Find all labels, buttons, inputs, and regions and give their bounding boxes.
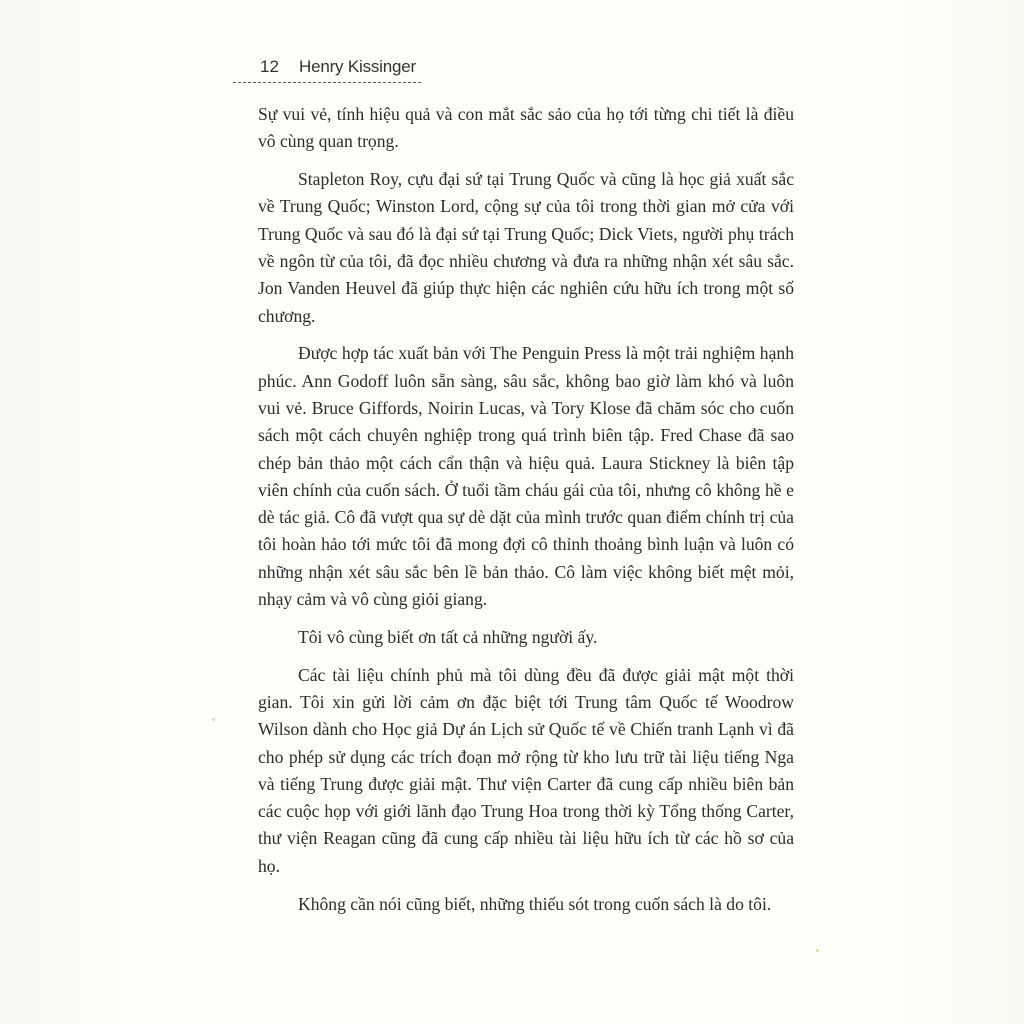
paragraph-gratitude: Tôi vô cùng biết ơn tất cả những người ấy. (298, 626, 598, 647)
paragraph-documents: Các tài liệu chính phủ mà tôi dùng đều đã được giải mật một thời gian. Tôi xin gửi lời cảm ơn đặc biệt tới Trung tâm Quốc tế Woodrow Wilson dành cho Học giả Dự án Lịch sử Quốc tế về Chiến tranh Lạnh vì đã cho phép sử dụng các trích đoạn mở rộng từ kho lưu trữ tài liệu tiếng Nga và tiếng Trung được giải mật. Thư viện Carter đã cung cấp nhiều biên bản các cuộc họp với giới lãnh đạo Trung Hoa trong thời kỳ Tổng thống Carter, thư viện Reagan cũng đã cung cấp nhiều tài liệu hữu ích từ các hồ sơ của họ. (258, 664, 794, 876)
paper-speck (212, 718, 215, 721)
page-number: 12 (260, 57, 279, 76)
running-head-author: Henry Kissinger (299, 57, 416, 76)
page-body (258, 101, 794, 928)
paragraph-reviewers: Stapleton Roy, cựu đại sứ tại Trung Quốc và cũng là học giả xuất sắc về Trung Quốc; Winston Lord, cộng sự của tôi trong thời gian mở cửa với Trung Quốc và sau đó là đại sứ tại Trung Quốc; Dick Viets, người phụ trách về ngôn từ của tôi, đã đọc nhiều chương và đưa ra những nhận xét sâu sắc. Jon Vanden Heuvel đã giúp thực hiện các nghiên cứu hữu ích trong một số chương. (258, 169, 794, 326)
running-header (233, 56, 421, 83)
paragraph-closing: Không cần nói cũng biết, những thiếu sót trong cuốn sách là do tôi. (298, 893, 772, 914)
paragraph-continuation: Sự vui vẻ, tính hiệu quả và con mắt sắc sảo của họ tới từng chi tiết là điều vô cùng quan trọng. (258, 104, 794, 152)
paper-speck (816, 949, 819, 952)
paragraph-publisher: Được hợp tác xuất bản với The Penguin Press là một trải nghiệm hạnh phúc. Ann Godoff luôn sẵn sàng, sâu sắc, không bao giờ làm khó và luôn vui vẻ. Bruce Giffords, Noirin Lucas, và Tory Klose đã chăm sóc cho cuốn sách một cách chuyên nghiệp trong quá trình biên tập. Fred Chase đã sao chép bản thảo một cách cẩn thận và hiệu quả. Laura Stickney là biên tập viên chính của cuốn sách. Ở tuổi tầm cháu gái của tôi, nhưng cô không hề e dè tác giả. Cô đã vượt qua sự dè dặt của mình trước quan điểm chính trị của tôi hoàn hảo tới mức tôi đã mong đợi cô thỉnh thoảng bình luận và luôn có những nhận xét sâu sắc bên lề bản thảo. Cô làm việc không biết mệt mỏi, nhạy cảm và vô cùng giỏi giang. (258, 343, 794, 610)
